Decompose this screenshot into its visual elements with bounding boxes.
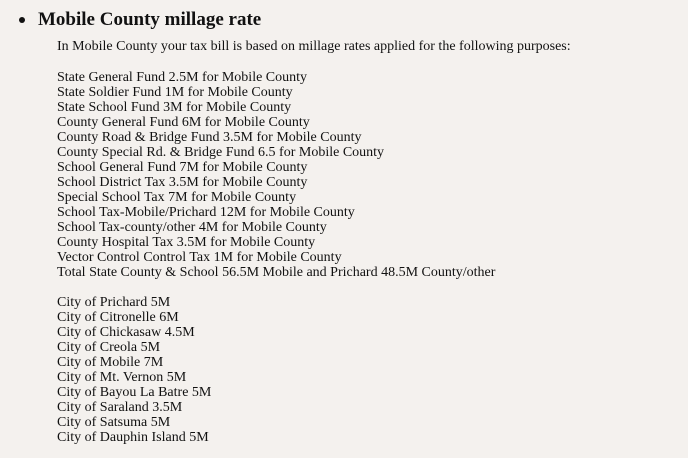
list-item: State General Fund 2.5M for Mobile County xyxy=(57,70,308,85)
list-item: County Road & Bridge Fund 3.5M for Mobile County xyxy=(57,130,362,145)
list-item: City of Citronelle 6M xyxy=(57,310,179,325)
list-item: Vector Control Control Tax 1M for Mobile County xyxy=(57,250,342,265)
list-item: State School Fund 3M for Mobile County xyxy=(57,100,292,115)
section-heading: Mobile County millage rate xyxy=(38,9,262,30)
list-item: City of Chickasaw 4.5M xyxy=(57,325,195,340)
list-item: City of Dauphin Island 5M xyxy=(57,430,209,445)
list-item: City of Satsuma 5M xyxy=(57,415,171,430)
list-item: City of Mt. Vernon 5M xyxy=(57,370,187,385)
millage-content xyxy=(57,39,571,445)
total-line: Total State County & School 56.5M Mobile and Prichard 48.5M County/other xyxy=(57,265,496,280)
list-item: County Special Rd. & Bridge Fund 6.5 for Mobile County xyxy=(57,145,385,160)
list-item: School Tax-county/other 4M for Mobile County xyxy=(57,220,327,235)
list-item: City of Creola 5M xyxy=(57,340,161,355)
list-item: City of Mobile 7M xyxy=(57,355,164,370)
list-item: City of Prichard 5M xyxy=(57,295,171,310)
list-item: City of Saraland 3.5M xyxy=(57,400,183,415)
list-item: County General Fund 6M for Mobile County xyxy=(57,115,310,130)
list-item: State Soldier Fund 1M for Mobile County xyxy=(57,85,293,100)
list-item: City of Bayou La Batre 5M xyxy=(57,385,212,400)
list-item: School General Fund 7M for Mobile County xyxy=(57,160,308,175)
list-item: School Tax-Mobile/Prichard 12M for Mobile County xyxy=(57,205,355,220)
county-rates-list xyxy=(57,70,571,280)
list-item: County Hospital Tax 3.5M for Mobile County xyxy=(57,235,316,250)
intro-text: In Mobile County your tax bill is based on millage rates applied for the following purposes: xyxy=(57,39,571,54)
city-rates-list xyxy=(57,295,571,445)
list-item: Special School Tax 7M for Mobile County xyxy=(57,190,297,205)
list-bullet xyxy=(19,17,25,23)
list-item: School District Tax 3.5M for Mobile County xyxy=(57,175,308,190)
